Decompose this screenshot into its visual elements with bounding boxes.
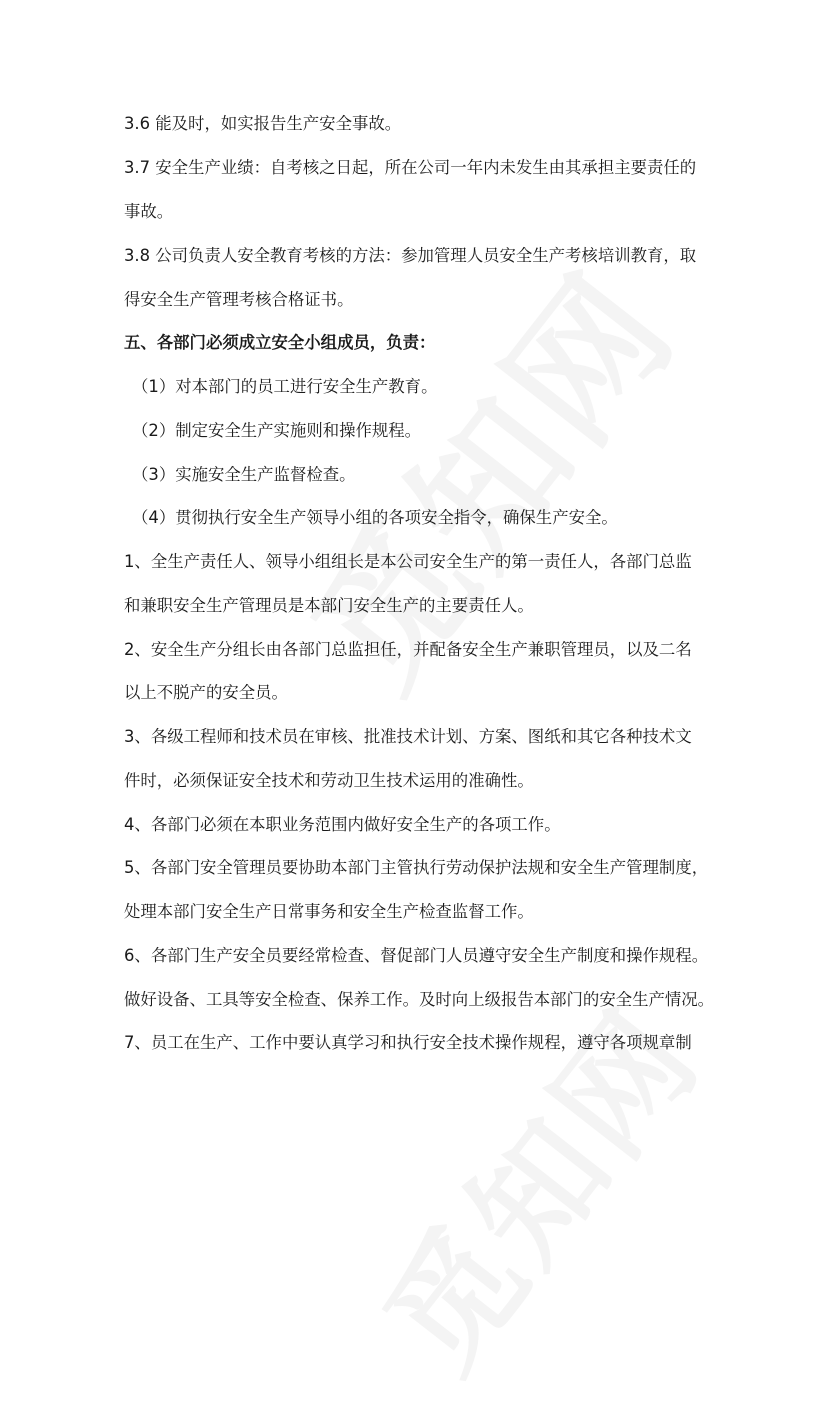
list-item: （2）制定安全生产实施则和操作规程。 bbox=[132, 421, 422, 440]
paragraph-line: 和兼职安全生产管理员是本部门安全生产的主要责任人。 bbox=[124, 596, 534, 615]
paragraph-line: 6、各部门生产安全员要经常检查、督促部门人员遵守安全生产制度和操作规程。 bbox=[124, 946, 709, 965]
paragraph-line: 1、全生产责任人、领导小组组长是本公司安全生产的第一责任人，各部门总监 bbox=[124, 552, 692, 571]
paragraph-line: 3.8 公司负责人安全教育考核的方法：参加管理人员安全生产考核培训教育，取 bbox=[124, 246, 697, 265]
paragraph-line: 处理本部门安全生产日常事务和安全生产检查监督工作。 bbox=[124, 902, 534, 921]
list-item: （4）贯彻执行安全生产领导小组的各项安全指令，确保生产安全。 bbox=[132, 508, 618, 527]
paragraph-line: 3.6 能及时，如实报告生产安全事故。 bbox=[124, 114, 402, 133]
paragraph-line: 4、各部门必须在本职业务范围内做好安全生产的各项工作。 bbox=[124, 815, 561, 834]
list-item: （1）对本部门的员工进行安全生产教育。 bbox=[132, 377, 438, 396]
paragraph-line: 事故。 bbox=[124, 202, 174, 221]
section-heading: 五、各部门必须成立安全小组成员，负责： bbox=[124, 333, 436, 352]
paragraph-line: 3.7 安全生产业绩：自考核之日起，所在公司一年内未发生由其承担主要责任的 bbox=[124, 158, 697, 177]
paragraph-line: 件时，必须保证安全技术和劳动卫生技术运用的准确性。 bbox=[124, 771, 534, 790]
paragraph-line: 做好设备、工具等安全检查、保养工作。及时向上级报告本部门的安全生产情况。 bbox=[124, 990, 715, 1009]
paragraph-line: 2、安全生产分组长由各部门总监担任，并配备安全生产兼职管理员，以及二名 bbox=[124, 640, 692, 659]
paragraph-line: 得安全生产管理考核合格证书。 bbox=[124, 290, 354, 309]
paragraph-line: 7、员工在生产、工作中要认真学习和执行安全技术操作规程，遵守各项规章制 bbox=[124, 1033, 692, 1052]
paragraph-line: 5、各部门安全管理员要协助本部门主管执行劳动保护法规和安全生产管理制度， bbox=[124, 858, 709, 877]
paragraph-line: 以上不脱产的安全员。 bbox=[124, 683, 288, 702]
paragraph-line: 3、各级工程师和技术员在审核、批准技术计划、方案、图纸和其它各种技术文 bbox=[124, 727, 692, 746]
list-item: （3）实施安全生产监督检查。 bbox=[132, 465, 356, 484]
watermark bbox=[335, 965, 734, 1402]
